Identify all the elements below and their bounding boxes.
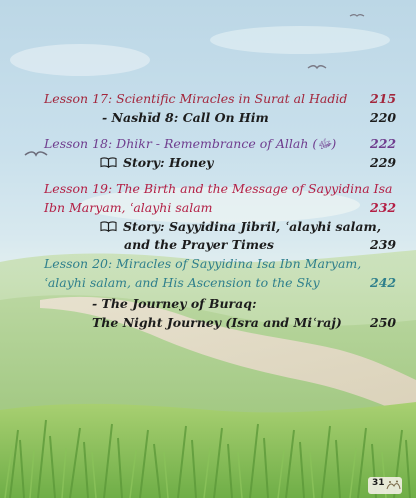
toc-page-nashid-8: 220 (370, 110, 397, 125)
toc-entry-buraq-line-1[interactable]: - The Journey of Buraq: (92, 296, 257, 311)
toc-page-lesson-19: 232 (370, 200, 397, 215)
toc-page-lesson-17: 215 (370, 91, 397, 106)
toc-page-lesson-18: 222 (370, 136, 397, 151)
toc-entry-lesson-19-line-2[interactable]: Ibn Maryam, ʿalayhi salam (44, 200, 213, 215)
toc-entry-lesson-19-line-1[interactable]: Lesson 19: The Birth and the Message of Sayyidina Isa (44, 181, 393, 196)
story-honey-label: Story: Honey (123, 155, 214, 170)
book-icon (100, 157, 117, 168)
toc-entry-nashid-8[interactable]: - Nashīd 8: Call On Him (102, 110, 269, 125)
toc-entry-lesson-17[interactable]: Lesson 17: Scientific Miracles in Surat al Hadid (44, 91, 348, 106)
book-icon (100, 221, 117, 232)
story-jibril-label: Story: Sayyidina Jibril, ʿalayhi salam, (123, 219, 382, 234)
toc-page-story-jibril: 239 (370, 237, 397, 252)
toc-entry-lesson-20-line-1[interactable]: Lesson 20: Miracles of Sayyidina Isa Ibn Maryam, (44, 256, 362, 271)
page-number: 31 (372, 478, 385, 488)
toc-entry-buraq-line-2[interactable]: The Night Journey (Isra and Miʿraj) (92, 315, 342, 330)
toc-page-lesson-20: 242 (370, 275, 397, 290)
toc-entry-story-jibril-line-2[interactable]: and the Prayer Times (124, 237, 274, 252)
toc-entry-story-jibril-line-1[interactable] (100, 219, 381, 235)
toc-entry-lesson-18[interactable]: Lesson 18: Dhikr - Remembrance of Allah (ﷻ) (44, 136, 337, 151)
toc-entry-story-honey[interactable] (100, 155, 213, 171)
toc-page-story-honey: 229 (370, 155, 397, 170)
toc-entry-lesson-20-line-2[interactable]: ʿalayhi salam, and His Ascension to the Sky (44, 275, 320, 290)
toc-page-buraq: 250 (370, 315, 397, 330)
